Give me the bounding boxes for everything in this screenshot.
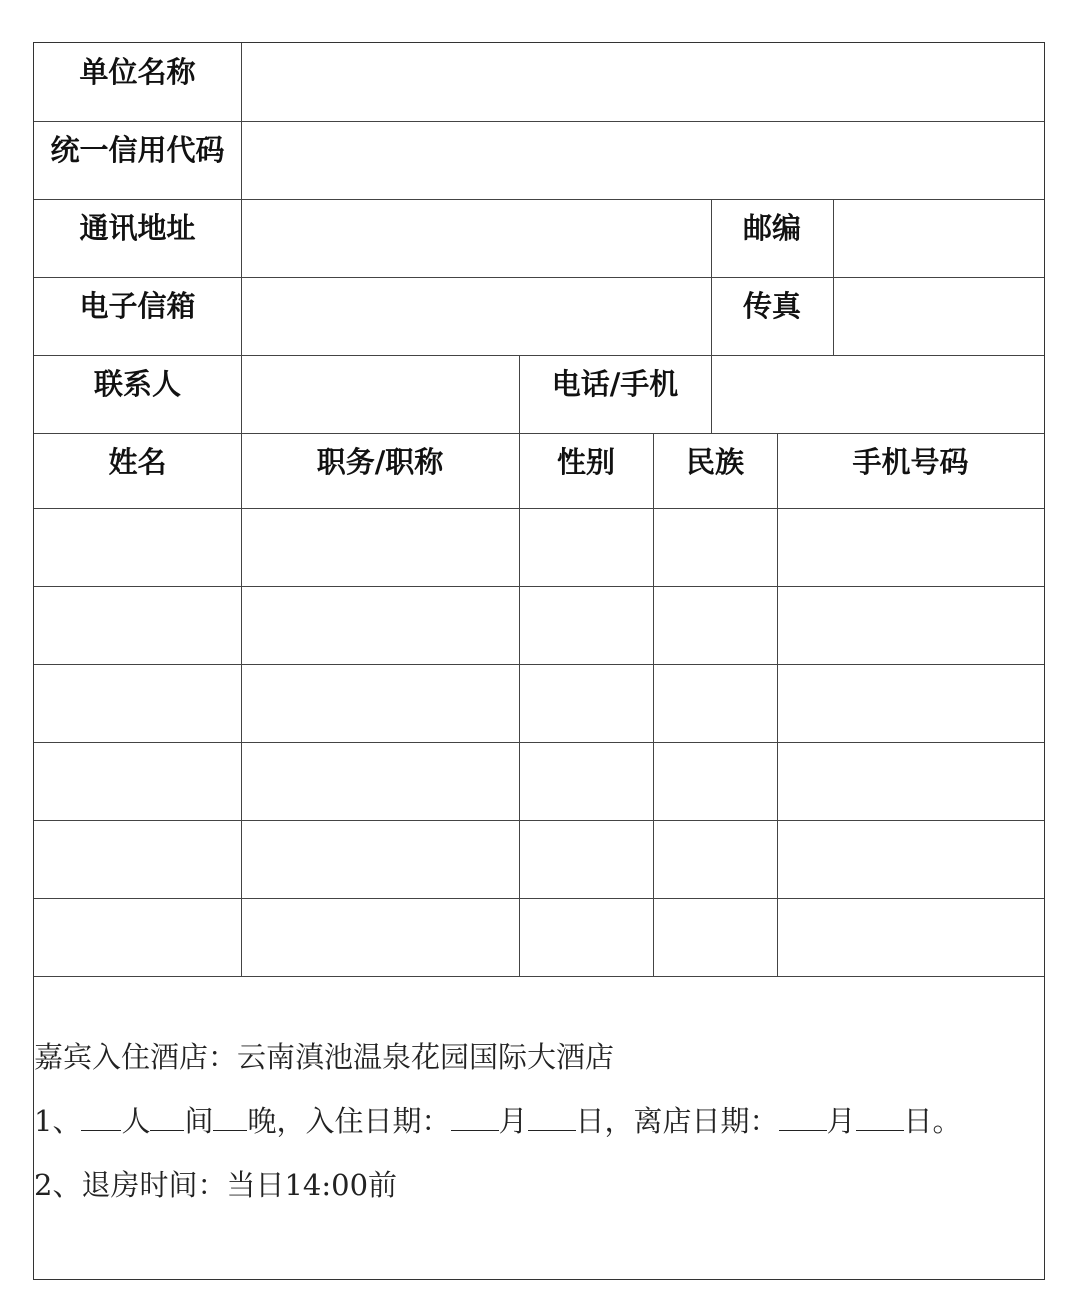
row-divider xyxy=(34,433,1044,434)
label-phone: 电话/手机 xyxy=(551,367,679,401)
line1-prefix: 1、 xyxy=(34,1104,82,1138)
rooms-blank[interactable] xyxy=(150,1104,184,1131)
table-row[interactable] xyxy=(34,587,1044,664)
column-header-gender: 性别 xyxy=(556,445,615,479)
line1-text-6: 月 xyxy=(826,1104,856,1138)
column-header-mobile: 手机号码 xyxy=(852,445,969,479)
hotel-note: 嘉宾入住酒店：云南滇池温泉花园国际大酒店 xyxy=(34,1040,615,1074)
label-email: 电子信箱 xyxy=(79,289,196,323)
line1-text-3: 晚，入住日期： xyxy=(247,1104,451,1138)
label-credit-code: 统一信用代码 xyxy=(50,133,225,167)
column-header-name: 姓名 xyxy=(108,445,167,479)
unit-name-field[interactable] xyxy=(242,43,1044,121)
email-field[interactable] xyxy=(242,278,711,355)
phone-field[interactable] xyxy=(712,356,1044,433)
checkin-day-blank[interactable] xyxy=(528,1104,576,1131)
postcode-field[interactable] xyxy=(834,200,1044,277)
row-divider xyxy=(34,976,1044,977)
label-address: 通讯地址 xyxy=(79,211,196,245)
checkin-month-blank[interactable] xyxy=(451,1104,499,1131)
stay-details-line xyxy=(34,1103,962,1139)
persons-blank[interactable] xyxy=(81,1104,121,1131)
contact-field[interactable] xyxy=(242,356,519,433)
fax-field[interactable] xyxy=(834,278,1044,355)
table-row[interactable] xyxy=(34,509,1044,586)
label-fax: 传真 xyxy=(742,289,801,323)
line1-text-2: 间 xyxy=(184,1104,214,1138)
line1-text-4: 月 xyxy=(498,1104,528,1138)
label-unit-name: 单位名称 xyxy=(79,55,196,89)
label-postcode: 邮编 xyxy=(742,211,801,245)
line1-text-7: 日。 xyxy=(903,1104,962,1138)
column-header-ethnicity: 民族 xyxy=(685,445,744,479)
checkout-time-note: 2、退房时间：当日14:00前 xyxy=(34,1168,398,1202)
checkout-month-blank[interactable] xyxy=(779,1104,827,1131)
address-field[interactable] xyxy=(242,200,711,277)
credit-code-field[interactable] xyxy=(242,122,1044,199)
checkout-day-blank[interactable] xyxy=(856,1104,904,1131)
registration-form xyxy=(33,42,1045,1280)
line1-text-1: 人 xyxy=(121,1104,151,1138)
table-row[interactable] xyxy=(34,899,1044,976)
table-row[interactable] xyxy=(34,665,1044,742)
line1-text-5: 日，离店日期： xyxy=(575,1104,779,1138)
table-row[interactable] xyxy=(34,821,1044,898)
nights-blank[interactable] xyxy=(213,1104,247,1131)
table-row[interactable] xyxy=(34,743,1044,820)
column-header-title: 职务/职称 xyxy=(316,445,444,479)
label-contact: 联系人 xyxy=(93,367,181,401)
